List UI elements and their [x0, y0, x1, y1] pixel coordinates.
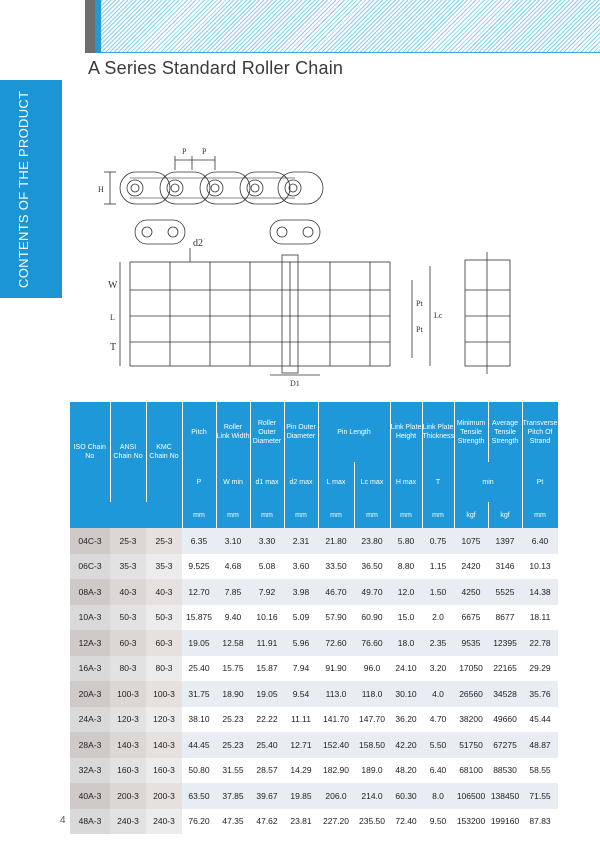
- table-cell: 72.40: [390, 809, 422, 835]
- table-cell: 15.875: [182, 605, 216, 631]
- table-cell: 11.91: [250, 630, 284, 656]
- unit-cell: mm: [182, 502, 216, 528]
- table-cell: 63.50: [182, 783, 216, 809]
- table-cell: 35-3: [110, 554, 146, 580]
- table-cell: 58.55: [522, 758, 558, 784]
- table-cell: 57.90: [318, 605, 354, 631]
- table-cell: 9.40: [216, 605, 250, 631]
- unit-cell: kgf: [488, 502, 522, 528]
- table-cell: 45.44: [522, 707, 558, 733]
- accent-bar-gray: [85, 0, 95, 53]
- page-number: 4: [60, 815, 66, 826]
- table-cell: 140-3: [110, 732, 146, 758]
- table-row: [70, 630, 558, 656]
- table-cell: 240-3: [110, 809, 146, 835]
- table-cell: 23.80: [354, 528, 390, 554]
- table-cell: 158.50: [354, 732, 390, 758]
- table-cell: 18.90: [216, 681, 250, 707]
- table-row: [70, 732, 558, 758]
- header-rule: [85, 52, 600, 53]
- table-cell: 50-3: [146, 605, 182, 631]
- unit-cell: mm: [318, 502, 354, 528]
- table-cell: 18.11: [522, 605, 558, 631]
- table-cell: 28.57: [250, 758, 284, 784]
- table-cell: 24.10: [390, 656, 422, 682]
- table-cell: 5.09: [284, 605, 318, 631]
- sub-header: d1 max: [250, 462, 284, 502]
- width-label: W: [108, 280, 118, 291]
- table-cell: 240-3: [146, 809, 182, 835]
- table-cell: 5.96: [284, 630, 318, 656]
- table-cell: 10.13: [522, 554, 558, 580]
- lc-label: Lc: [434, 311, 443, 320]
- table-cell: 15.0: [390, 605, 422, 631]
- table-cell: 25.40: [250, 732, 284, 758]
- table-row: [70, 758, 558, 784]
- table-cell: 227.20: [318, 809, 354, 835]
- table-cell: 46.70: [318, 579, 354, 605]
- table-cell: 16A-3: [70, 656, 110, 682]
- min-tensile-header: Minimum Tensile Strength: [454, 402, 488, 462]
- table-cell: 19.85: [284, 783, 318, 809]
- decorative-hatch-band: [85, 0, 600, 52]
- table-cell: 100-3: [110, 681, 146, 707]
- chain-spec-table: [70, 402, 558, 834]
- table-cell: 2.35: [422, 630, 454, 656]
- table-cell: 35.76: [522, 681, 558, 707]
- table-cell: 6.40: [522, 528, 558, 554]
- table-cell: 200-3: [146, 783, 182, 809]
- pitch-label-1: P: [182, 147, 187, 156]
- table-cell: 3.30: [250, 528, 284, 554]
- table-row: [70, 605, 558, 631]
- table-cell: 48A-3: [70, 809, 110, 835]
- table-cell: 36.50: [354, 554, 390, 580]
- table-cell: 31.55: [216, 758, 250, 784]
- table-cell: 50-3: [110, 605, 146, 631]
- table-cell: 04C-3: [70, 528, 110, 554]
- unit-cell: mm: [390, 502, 422, 528]
- table-cell: 60.90: [354, 605, 390, 631]
- table-cell: 7.85: [216, 579, 250, 605]
- iso-header: ISO Chain No: [70, 402, 110, 502]
- sub-header: W min: [216, 462, 250, 502]
- table-cell: 1397: [488, 528, 522, 554]
- table-cell: 106500: [454, 783, 488, 809]
- table-cell: 33.50: [318, 554, 354, 580]
- table-cell: 12A-3: [70, 630, 110, 656]
- table-cell: 26560: [454, 681, 488, 707]
- table-cell: 3.10: [216, 528, 250, 554]
- table-cell: 88530: [488, 758, 522, 784]
- kmc-header: KMC Chain No: [146, 402, 182, 502]
- table-cell: 9.50: [422, 809, 454, 835]
- table-cell: 60-3: [146, 630, 182, 656]
- table-cell: 12.0: [390, 579, 422, 605]
- d1-label: D1: [290, 379, 300, 388]
- table-cell: 0.75: [422, 528, 454, 554]
- table-cell: 4.70: [422, 707, 454, 733]
- table-cell: 120-3: [146, 707, 182, 733]
- table-cell: 38200: [454, 707, 488, 733]
- table-cell: 5.50: [422, 732, 454, 758]
- table-row: [70, 554, 558, 580]
- table-cell: 6.40: [422, 758, 454, 784]
- table-cell: 18.0: [390, 630, 422, 656]
- unit-cell: kgf: [454, 502, 488, 528]
- table-cell: 71.55: [522, 783, 558, 809]
- table-cell: 25.23: [216, 732, 250, 758]
- table-cell: 6675: [454, 605, 488, 631]
- table-cell: 37.85: [216, 783, 250, 809]
- unit-cell: mm: [422, 502, 454, 528]
- table-cell: 200-3: [110, 783, 146, 809]
- table-cell: 7.94: [284, 656, 318, 682]
- table-cell: 19.05: [182, 630, 216, 656]
- table-cell: 11.11: [284, 707, 318, 733]
- d2-label: d2: [193, 238, 203, 249]
- table-cell: 8677: [488, 605, 522, 631]
- table-cell: 12.71: [284, 732, 318, 758]
- table-cell: 15.87: [250, 656, 284, 682]
- table-cell: 120-3: [110, 707, 146, 733]
- side-tab-label: CONTENTS OF THE PRODUCT: [16, 90, 31, 288]
- table-cell: 12.58: [216, 630, 250, 656]
- table-cell: 8.80: [390, 554, 422, 580]
- pin-length-header: Pin Length: [318, 402, 390, 462]
- table-cell: 48.87: [522, 732, 558, 758]
- table-cell: 206.0: [318, 783, 354, 809]
- sub-header: Pt: [522, 462, 558, 502]
- sub-header: Lc max: [354, 462, 390, 502]
- unit-cell: mm: [250, 502, 284, 528]
- table-cell: 19.05: [250, 681, 284, 707]
- table-cell: 17050: [454, 656, 488, 682]
- transverse-pitch-header: Transverse Pitch Of Strand: [522, 402, 558, 462]
- unit-cell: mm: [354, 502, 390, 528]
- sub-header: H max: [390, 462, 422, 502]
- table-cell: 21.80: [318, 528, 354, 554]
- table-cell: 4.0: [422, 681, 454, 707]
- table-cell: 2.31: [284, 528, 318, 554]
- sub-header: d2 max: [284, 462, 318, 502]
- table-cell: 80-3: [110, 656, 146, 682]
- sub-header: L max: [318, 462, 354, 502]
- table-cell: 47.35: [216, 809, 250, 835]
- table-cell: 182.90: [318, 758, 354, 784]
- unit-spacer: [70, 502, 182, 528]
- table-cell: 1.15: [422, 554, 454, 580]
- roller-outer-diameter-header: Roller Outer Diameter: [250, 402, 284, 462]
- table-cell: 138450: [488, 783, 522, 809]
- table-cell: 1.50: [422, 579, 454, 605]
- table-cell: 5.08: [250, 554, 284, 580]
- sub-header: T: [422, 462, 454, 502]
- table-cell: 235.50: [354, 809, 390, 835]
- table-cell: 2420: [454, 554, 488, 580]
- pt-label-2: Pt: [416, 325, 423, 334]
- table-cell: 30.10: [390, 681, 422, 707]
- table-cell: 152.40: [318, 732, 354, 758]
- table-cell: 39.67: [250, 783, 284, 809]
- table-cell: 49660: [488, 707, 522, 733]
- table-cell: 2.0: [422, 605, 454, 631]
- table-cell: 49.70: [354, 579, 390, 605]
- table-cell: 20A-3: [70, 681, 110, 707]
- table-cell: 28A-3: [70, 732, 110, 758]
- table-cell: 3.98: [284, 579, 318, 605]
- table-cell: 25-3: [110, 528, 146, 554]
- table-cell: 9.525: [182, 554, 216, 580]
- table-cell: 189.0: [354, 758, 390, 784]
- table-cell: 118.0: [354, 681, 390, 707]
- table-cell: 153200: [454, 809, 488, 835]
- pitch-header: Pitch: [182, 402, 216, 462]
- table-cell: 22165: [488, 656, 522, 682]
- unit-cell: mm: [284, 502, 318, 528]
- table-row: [70, 579, 558, 605]
- table-cell: 87.83: [522, 809, 558, 835]
- table-cell: 24A-3: [70, 707, 110, 733]
- table-cell: 3.60: [284, 554, 318, 580]
- table-cell: 9.54: [284, 681, 318, 707]
- table-cell: 10A-3: [70, 605, 110, 631]
- table-cell: 4250: [454, 579, 488, 605]
- ansi-header: ANSI Chain No: [110, 402, 146, 502]
- table-cell: 199160: [488, 809, 522, 835]
- sub-header: min: [454, 462, 522, 502]
- table-cell: 34528: [488, 681, 522, 707]
- table-cell: 5525: [488, 579, 522, 605]
- table-cell: 25.40: [182, 656, 216, 682]
- table-cell: 141.70: [318, 707, 354, 733]
- table-cell: 48.20: [390, 758, 422, 784]
- table-cell: 8.0: [422, 783, 454, 809]
- height-label: H: [98, 185, 104, 194]
- table-cell: 25-3: [146, 528, 182, 554]
- table-cell: 38.10: [182, 707, 216, 733]
- table-cell: 7.92: [250, 579, 284, 605]
- table-cell: 14.29: [284, 758, 318, 784]
- table-cell: 91.90: [318, 656, 354, 682]
- table-cell: 60-3: [110, 630, 146, 656]
- table-cell: 42.20: [390, 732, 422, 758]
- table-cell: 67275: [488, 732, 522, 758]
- table-cell: 25.23: [216, 707, 250, 733]
- table-cell: 76.60: [354, 630, 390, 656]
- table-cell: 3.20: [422, 656, 454, 682]
- table-row: [70, 707, 558, 733]
- table-cell: 140-3: [146, 732, 182, 758]
- unit-cell: mm: [522, 502, 558, 528]
- table-cell: 1075: [454, 528, 488, 554]
- table-cell: 32A-3: [70, 758, 110, 784]
- length-label: L: [110, 313, 115, 322]
- table-cell: 47.62: [250, 809, 284, 835]
- table-cell: 113.0: [318, 681, 354, 707]
- table-cell: 06C-3: [70, 554, 110, 580]
- page-title: A Series Standard Roller Chain: [88, 58, 344, 78]
- table-cell: 35-3: [146, 554, 182, 580]
- chain-diagram: [90, 140, 570, 390]
- side-tab: [0, 80, 62, 298]
- avg-tensile-header: Average Tensile Strength: [488, 402, 522, 462]
- table-cell: 29.29: [522, 656, 558, 682]
- link-plate-height-header: Link Plate Height: [390, 402, 422, 462]
- accent-bar-blue: [95, 0, 101, 53]
- pt-label-1: Pt: [416, 299, 423, 308]
- table-cell: 14.38: [522, 579, 558, 605]
- sub-header: P: [182, 462, 216, 502]
- table-cell: 40-3: [146, 579, 182, 605]
- table-cell: 4.68: [216, 554, 250, 580]
- table-row: [70, 528, 558, 554]
- table-cell: 160-3: [146, 758, 182, 784]
- table-cell: 3146: [488, 554, 522, 580]
- table-cell: 08A-3: [70, 579, 110, 605]
- table-row: [70, 809, 558, 835]
- unit-cell: mm: [216, 502, 250, 528]
- table-cell: 12.70: [182, 579, 216, 605]
- table-cell: 96.0: [354, 656, 390, 682]
- table-cell: 80-3: [146, 656, 182, 682]
- table-cell: 5.80: [390, 528, 422, 554]
- thickness-label: T: [110, 342, 117, 353]
- table-cell: 72.60: [318, 630, 354, 656]
- table-cell: 68100: [454, 758, 488, 784]
- table-row: [70, 783, 558, 809]
- table-cell: 23.81: [284, 809, 318, 835]
- pin-outer-diameter-header: Pin Outer Diameter: [284, 402, 318, 462]
- roller-link-width-header: Roller Link Width: [216, 402, 250, 462]
- table-row: [70, 681, 558, 707]
- table-cell: 214.0: [354, 783, 390, 809]
- table-row: [70, 656, 558, 682]
- table-cell: 40-3: [110, 579, 146, 605]
- table-cell: 160-3: [110, 758, 146, 784]
- table-cell: 40A-3: [70, 783, 110, 809]
- table-cell: 9535: [454, 630, 488, 656]
- table-cell: 44.45: [182, 732, 216, 758]
- table-cell: 22.22: [250, 707, 284, 733]
- pitch-label-2: P: [202, 147, 207, 156]
- table-cell: 76.20: [182, 809, 216, 835]
- table-cell: 31.75: [182, 681, 216, 707]
- table-cell: 100-3: [146, 681, 182, 707]
- table-cell: 36.20: [390, 707, 422, 733]
- table-cell: 50.80: [182, 758, 216, 784]
- table-cell: 10.16: [250, 605, 284, 631]
- table-cell: 12395: [488, 630, 522, 656]
- table-cell: 51750: [454, 732, 488, 758]
- table-cell: 15.75: [216, 656, 250, 682]
- table-cell: 60.30: [390, 783, 422, 809]
- link-plate-thickness-header: Link Plate Thickness: [422, 402, 454, 462]
- table-cell: 6.35: [182, 528, 216, 554]
- table-cell: 22.78: [522, 630, 558, 656]
- table-cell: 147.70: [354, 707, 390, 733]
